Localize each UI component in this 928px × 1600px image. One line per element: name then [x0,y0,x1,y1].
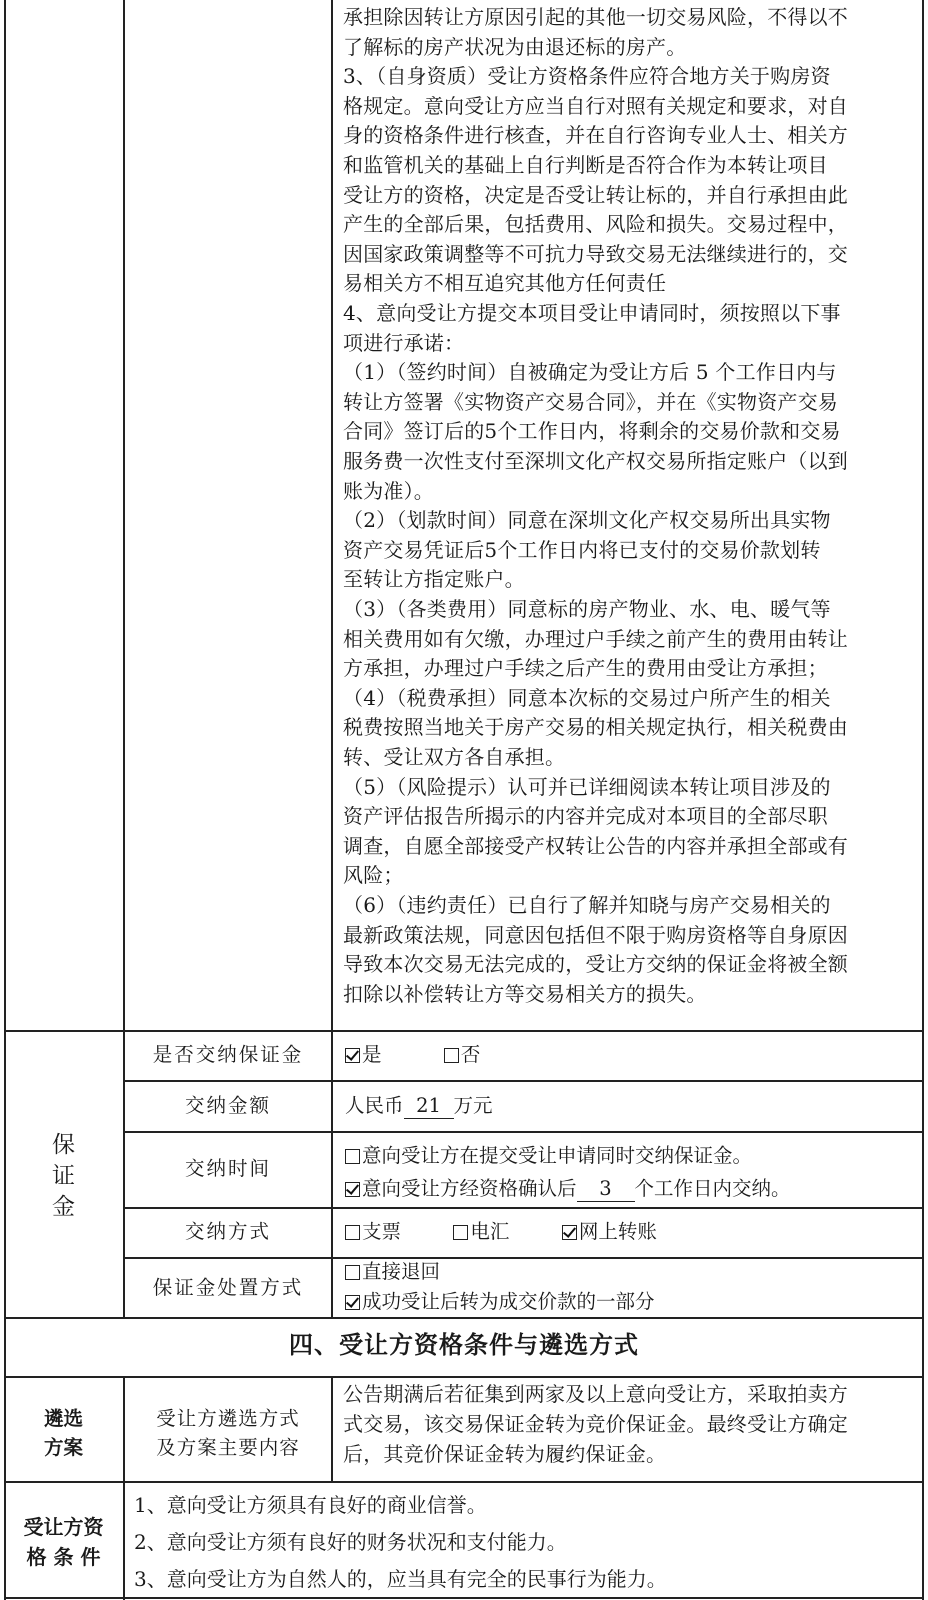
commitment-text-line: 易相关方不相互追究其他方任何责任 [343,271,667,296]
time-option-1 [345,1144,752,1168]
no-checkbox[interactable] [444,1048,459,1063]
method-options [345,1220,657,1244]
qualification-label-line2: 格 条 件 [26,1545,101,1569]
row-line-deposit-bottom [4,1317,924,1319]
row-line-3 [123,1207,924,1209]
commitment-text-line: 受让方的资格，决定是否受让转让标的，并自行承担由此 [343,182,848,207]
disposal-option-2 [345,1290,655,1314]
row-line-4 [123,1257,924,1259]
commitment-text-line: 扣除以补偿转让方等交易相关方的损失。 [343,981,707,1006]
selection-label-line2: 方案 [43,1436,83,1459]
disposal-option-2-label: 成功受让后转为成交价款的一部分 [362,1290,655,1313]
qualification-label [4,1512,123,1572]
time-option-2-suffix: 个工作日内交纳。 [634,1177,791,1200]
column-divider-2 [331,0,333,1318]
amount-value-line [345,1094,493,1119]
time-label: 交纳时间 [184,1157,271,1180]
selection-label [4,1404,123,1462]
time-option-1-checkbox[interactable] [345,1149,360,1164]
commitment-text-line: 4、意向受让方提交本项目受让申请同时，须按照以下事 [343,301,841,325]
commitment-text-line: （3）（各类费用）同意标的房产物业、水、电、暖气等 [343,597,831,621]
commitment-text-line: 合同》签订后的5个工作日内，将剩余的交易价款和交易 [343,419,841,444]
commitment-text-line: 格规定。意向受让方应当自行对照有关规定和要求，对自 [343,93,848,118]
commitment-text-line: 身的资格条件进行核查，并在自行咨询专业人士、相关方 [343,123,848,148]
commitment-text-line: 转让方签署《实物资产交易合同》，并在《实物资产交易 [343,389,838,414]
commitment-text-line: 3、（自身资质）受让方资格条件应符合地方关于购房资 [343,64,831,89]
row-line-deposit-top [4,1030,924,1032]
selection-sublabel-line1: 受让方遴选方式 [156,1407,300,1430]
commitment-text-line: 产生的全部后果，包括费用、风险和损失。交易过程中， [343,212,848,237]
method-wire-label: 电汇 [470,1220,510,1243]
commitment-text-line: 和监管机关的基础上自行判断是否符合作为本转让项目 [343,153,828,177]
qualification-item: 3、意向受让方为自然人的，应当具有完全的民事行为能力。 [134,1567,667,1591]
selection-sublabel-line2: 及方案主要内容 [156,1436,300,1459]
selection-content-line: 后，其竞价保证金转为履约保证金。 [343,1442,667,1466]
method-wire-checkbox[interactable] [453,1225,468,1240]
commitment-text-line: 服务费一次性支付至深圳文化产权交易所指定账户（以到 [343,449,848,473]
qualification-label-line1: 受让方资 [23,1515,104,1539]
commitment-text-line: 账为准）。 [343,478,434,503]
method-online-checkbox[interactable] [562,1225,577,1240]
commitment-text-line: 转、受让双方各自承担。 [343,745,566,769]
row-line-1 [123,1080,924,1082]
selection-content-line: 公告期满后若征集到两家及以上意向受让方，采取拍卖方 [343,1382,848,1406]
time-option-2-prefix: 意向受让方经资格确认后 [362,1177,577,1200]
disposal-option-1 [345,1260,440,1284]
commitment-text-line: 至转让方指定账户。 [343,567,525,592]
amount-label: 交纳金额 [184,1094,271,1117]
commitment-text-line: 税费按照当地关于房产交易的相关规定执行，相关税费由 [343,715,848,740]
section4-title: 四、受让方资格条件与遴选方式 [289,1330,639,1359]
disposal-label: 保证金处置方式 [152,1276,304,1299]
commitment-text-line: 最新政策法规，同意因包括但不限于购房资格等自身原因 [343,922,848,947]
yes-checkbox[interactable] [345,1048,360,1063]
qualification-item: 2、意向受让方须有良好的财务状况和支付能力。 [134,1530,567,1554]
commitment-text-line: 调查，自愿全部接受产权转让公告的内容并承担全部或有 [343,833,848,858]
deposit-section-label [4,1130,123,1223]
selection-label-line1: 遴选 [43,1407,83,1430]
no-label: 否 [460,1043,481,1066]
selection-content-line: 式交易，该交易保证金转为竞价保证金。最终受让方确定 [343,1412,848,1436]
commitment-text-line: 导致本次交易无法完成的，受让方交纳的保证金将被全额 [343,952,848,977]
commitment-text-line: 方承担，办理过户手续之后产生的费用由受让方承担； [343,656,828,681]
selection-sublabel [125,1404,331,1462]
commitment-text-line: 资产评估报告所揭示的内容并完成对本项目的全部尽职 [343,804,828,829]
yes-label: 是 [362,1043,382,1066]
time-option-2-days: 3 [577,1177,635,1202]
method-check-label: 支票 [362,1220,402,1243]
row-line-section4-bottom [4,1376,924,1378]
commitment-text-line: （2）（划款时间）同意在深圳文化产权交易所出具实物 [343,508,831,533]
commitment-text-line: （5）（风险提示）认可并已详细阅读本转让项目涉及的 [343,774,831,799]
amount-unit: 万元 [453,1094,493,1117]
commitment-text-line: 相关费用如有欠缴，办理过户手续之前产生的费用由转让 [343,626,848,651]
method-label: 交纳方式 [184,1220,271,1243]
row-line-2 [123,1131,924,1133]
column-divider-1c [123,1482,125,1600]
qualification-item: 1、意向受让方须具有良好的商业信誉。 [134,1493,487,1517]
commitment-text-line: 风险； [343,863,404,888]
method-check-checkbox[interactable] [345,1225,360,1240]
commitment-text-line: 承担除因转让方原因引起的其他一切交易风险，不得以不 [343,5,848,29]
commitment-text-line: 项进行承诺： [343,330,465,355]
row-line-selection-bottom [4,1481,924,1483]
column-divider-2b [331,1376,333,1482]
time-option-2-checkbox[interactable] [345,1182,360,1197]
disposal-option-2-checkbox[interactable] [345,1295,360,1310]
commitment-text-line: 因国家政策调整等不可抗力导致交易无法继续进行的，交 [343,241,848,266]
is-required-options [345,1043,480,1067]
commitment-text-line: 了解标的房产状况为由退还标的房产。 [343,34,687,59]
commitment-text-line: （6）（违约责任）已自行了解并知晓与房产交易相关的 [343,893,831,917]
time-option-2 [345,1177,791,1202]
method-online-label: 网上转账 [578,1220,657,1243]
amount-prefix: 人民币 [345,1094,404,1117]
disposal-option-1-checkbox[interactable] [345,1265,360,1280]
time-option-1-label: 意向受让方在提交受让申请同时交纳保证金。 [362,1144,753,1167]
commitment-text-line: 资产交易凭证后5个工作日内将已支付的交易价款划转 [343,537,821,562]
commitment-text-line: （4）（税费承担）同意本次标的交易过户所产生的相关 [343,685,831,710]
commitment-text-line: （1）（签约时间）自被确定为受让方后 5 个工作日内与 [343,360,837,385]
table-border-right [922,0,924,1600]
is-required-label: 是否交纳保证金 [152,1043,304,1066]
column-divider-1 [123,0,125,1318]
deposit-section-text: 保证金 [52,1132,75,1220]
disposal-option-1-label: 直接退回 [362,1260,441,1283]
table-border-left [4,0,6,1600]
amount-value: 21 [404,1094,454,1119]
row-line-page-bottom [4,1597,924,1599]
